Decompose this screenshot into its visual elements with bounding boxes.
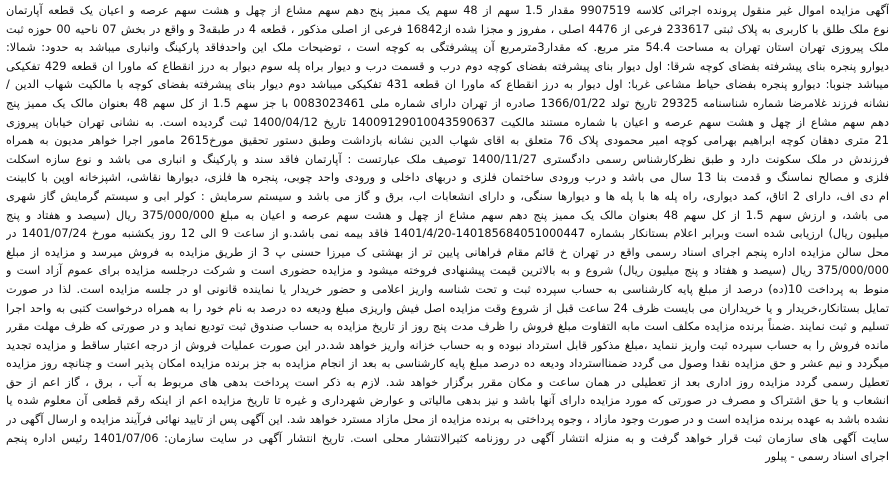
notice-line-9: فرزندش در ملک سکونت دارد و طبق نظرکارشناس رسمی دادگستری 1400/11/27 توصیف ملک عبارتست : آپارتمان فاقد سند و پارکینگ و انباری می باشد و نوع سازه اسکلت (6, 152, 889, 166)
notice-line-3: ملک پیروزی تهران استان تهران به مساحت 54.4 متر مربع. که مقدار3مترمربع آن پیشرفتگی به کوچه است ، توضیحات ملک این واحدفاقد پارکینگ وانباری میباشد به حدود: شمالا: (6, 41, 889, 55)
notice-line-12: می باشد، و ارزش سهم 1.5 از کل سهم 48 بعنوان مالک یک ممیز پنج دهم سهم مشاع از چهل و هشت سهم عرصه و اعیان به مبلغ 375/000/000 ریال (سیصد و هفتاد و پنج (6, 208, 889, 222)
notice-line-17: تمایل بستانکار،خریدار و یا خریداران می بایست ظرف 24 ساعت قبل از شروع وقت مزایده اصل فیش واریزی مبلغ ودیعه ده درصد به نام خود را به همراه درخواست کتبی به واحد اجرا (6, 301, 889, 315)
notice-line-1: آگهی مزایده اموال غیر منقول پرونده اجرائی کلاسه 9907519 مقدار 1.5 سهم از 48 سهم یک ممیز پنج دهم سهم مشاع از چهل و هشت سهم عرصه و اعیان یک قطعه آپارتمان (6, 4, 889, 17)
notice-line-19: مانده فروش را به حساب سپرده ثبت واریز ننماید ،مبلغ مذکور قابل استرداد نبوده و به حساب خزانه واریز خواهد شد.در این صورت عملیات فروش از درجه اعتبار ساقط و مزایده تجدید (6, 338, 889, 352)
notice-line-15: 375/000/000 ریال (سیصد و هفتاد و پنج میلیون ریال) شروع و به بالاترین قیمت پیشنهادی فروخته میشود و مزایده حضوری است و شرکت درجلسه مزایده برای عموم آزاد است و (6, 264, 889, 278)
notice-line-20: میگردد و نیم عشر و حق مزایده نقدا وصول می گردد ضمنااسترداد ودیعه ده درصد مبلغ پایه کارشناسی به بعد از انجام مزایده به جز برنده مزایده امکان پذیر است و چنانچه روز مزایده (6, 357, 889, 371)
notice-line-14: محل سالن مزایده اداره پنجم اجرای اسناد رسمی واقع در تهران خ قائم مقام فراهانی پایین تر از بهشتی ک میرزا حسنی پ 3 از طریق مزایده به فروش میرسد و مزایده از مبلغ (6, 245, 889, 259)
notice-line-22: انشعاب و یا حق اشتراک و مصرف در صورتی که مورد مزایده دارای آنها باشد و نیز بدهی مالیاتی و عوارض شهرداری و غیره تا تاریخ مزایده اعم از اینکه رقم قطعی آن معلوم شده یا (6, 394, 889, 408)
notice-line-21: تعطیل رسمی گردد مزایده روز اداری بعد از تعطیلی در همان ساعت و مکان مقرر برگزار خواهد شد. لازم به ذکر است پرداخت بدهی های مربوط به آب ، برق ، گاز اعم از حق (6, 375, 889, 389)
notice-line-4: دیوارو پنجره بنای پیشرفته بفضای کوچه شرقا: اول دیوار بنای پیشرفته بفضای کوچه دوم درب و قسمت درب و دیوار براه پله سوم دیوار به درز انقطاع که ماورا ان قطعه 429 تفکیکی (6, 59, 889, 73)
notice-line-2: نوع ملک طلق با کاربری به پلاک ثبتی 233617 فرعی از 4476 اصلی ، مفروز و مجزا شده از16842 فرعی از اصلی مذکور ، قطعه 4 در طبقه3 و واقع در بخش 07 ناحیه 00 حوزه ثبت (6, 22, 889, 36)
notice-line-8: 21 متری دهقان کوچه ابراهیم بهرامی کوچه امیر محمودی پلاک 76 متعلق به اقای شهاب الدین نشانه بازداشت وطبق دستور تحقیق مورخ2615 مامور اجرا خواهر مدیون به همراه (6, 134, 889, 148)
notice-line-16: منوط به پرداخت 10(ده) درصد از مبلغ پایه کارشناسی به حساب سپرده ثبت و تحت شناسه واریز اعلامی و حضور خریدار یا نماینده قانونی او در جلسه مزایده است. لذا در صورت (6, 282, 889, 296)
notice-line-13: میلیون ریال) ارزیابی شده است وبرابر اعلام بستانکار بشماره 140185684051000447-1401/4/20 فاقد بیمه نمی باشد.و از ساعت 9 الی 12 روز یکشنبه مورخ 1401/07/24 در (6, 227, 889, 241)
notice-line-7: دهم سهم مشاع از چهل و هشت سهم عرصه و اعیان با شماره مستند مالکیت 140091290100435906​37 تاریخ 1400/04/12 ثبت گردیده است. به نشانی تهران خیابان پیروزی (6, 115, 889, 129)
notice-line-23: نشده باشد به عهده برنده مزایده است و در صورت وجود مازاد ، وجوه پرداختی به برنده مزایده از محل مازاد مسترد خواهد شد. این آگهی پس از تایید نهائی فرآیند مزایده و ارسال آگهی در (6, 413, 889, 427)
notice-line-11: ام دی اف، دارای 2 اتاق، کمد دیواری، راه پله ها با پله ها و دیوارها سنگی، و دارای انشعابات اب، برق و گاز می باشد و سیستم سرمایش : کولر ابی و سیستم گرمایش گاز شهری (6, 189, 889, 203)
notice-line-6: نشانه فرزند غلامرضا شماره شناسنامه 29325 تاریخ تولد 1366/01/22 صادره از تهران دارای شماره ملی 0083023461 با جز سهم 1.5 از کل سهم 48 بعنوان مالک یک ممیز پنج (6, 96, 889, 110)
notice-line-18: تسلیم و ثبت نمایند .ضمناً برنده مزایده مکلف است مابه التفاوت مبلغ فروش را ظرف مدت پنج روز از تاریخ مزایده به حساب صندوق ثبت تودیع نماید و در صورتی که ظرف مهلت مقرر (6, 320, 889, 334)
notice-line-10: فلزی و مصالح نماسنگ و قدمت بنا 13 سال می باشد و درب ورودی ساختمان فلزی و دربهای داخلی و ورودی واحد چوبی، پنجره ها فلزی، دیوارها نقاشی، اشپزخانه اوپن با کابینت (6, 171, 889, 185)
notice-line-24: سایت آگهی های سازمان ثبت قرار خواهد گرفت و به منزله انتشار آگهی در روزنامه کثیرالانتشار محلی است. تاریخ انتشار آگهی در سایت سازمان: 1401/07/06 رئیس اداره پنجم (6, 431, 889, 445)
notice-line-5: میباشد جنوبا: دیوارو پنجره بفضای حیاط مشاعی غربا: اول دیوار به درز انقطاع که ماورا ان قطعه 431 تفکیکی میباشد دوم دیوار بنای پیشرفته بفضای کوچه با مالکیت شهاب الدین / (6, 78, 889, 92)
notice-line-25: اجرای اسناد رسمی - پیلور (765, 450, 889, 464)
